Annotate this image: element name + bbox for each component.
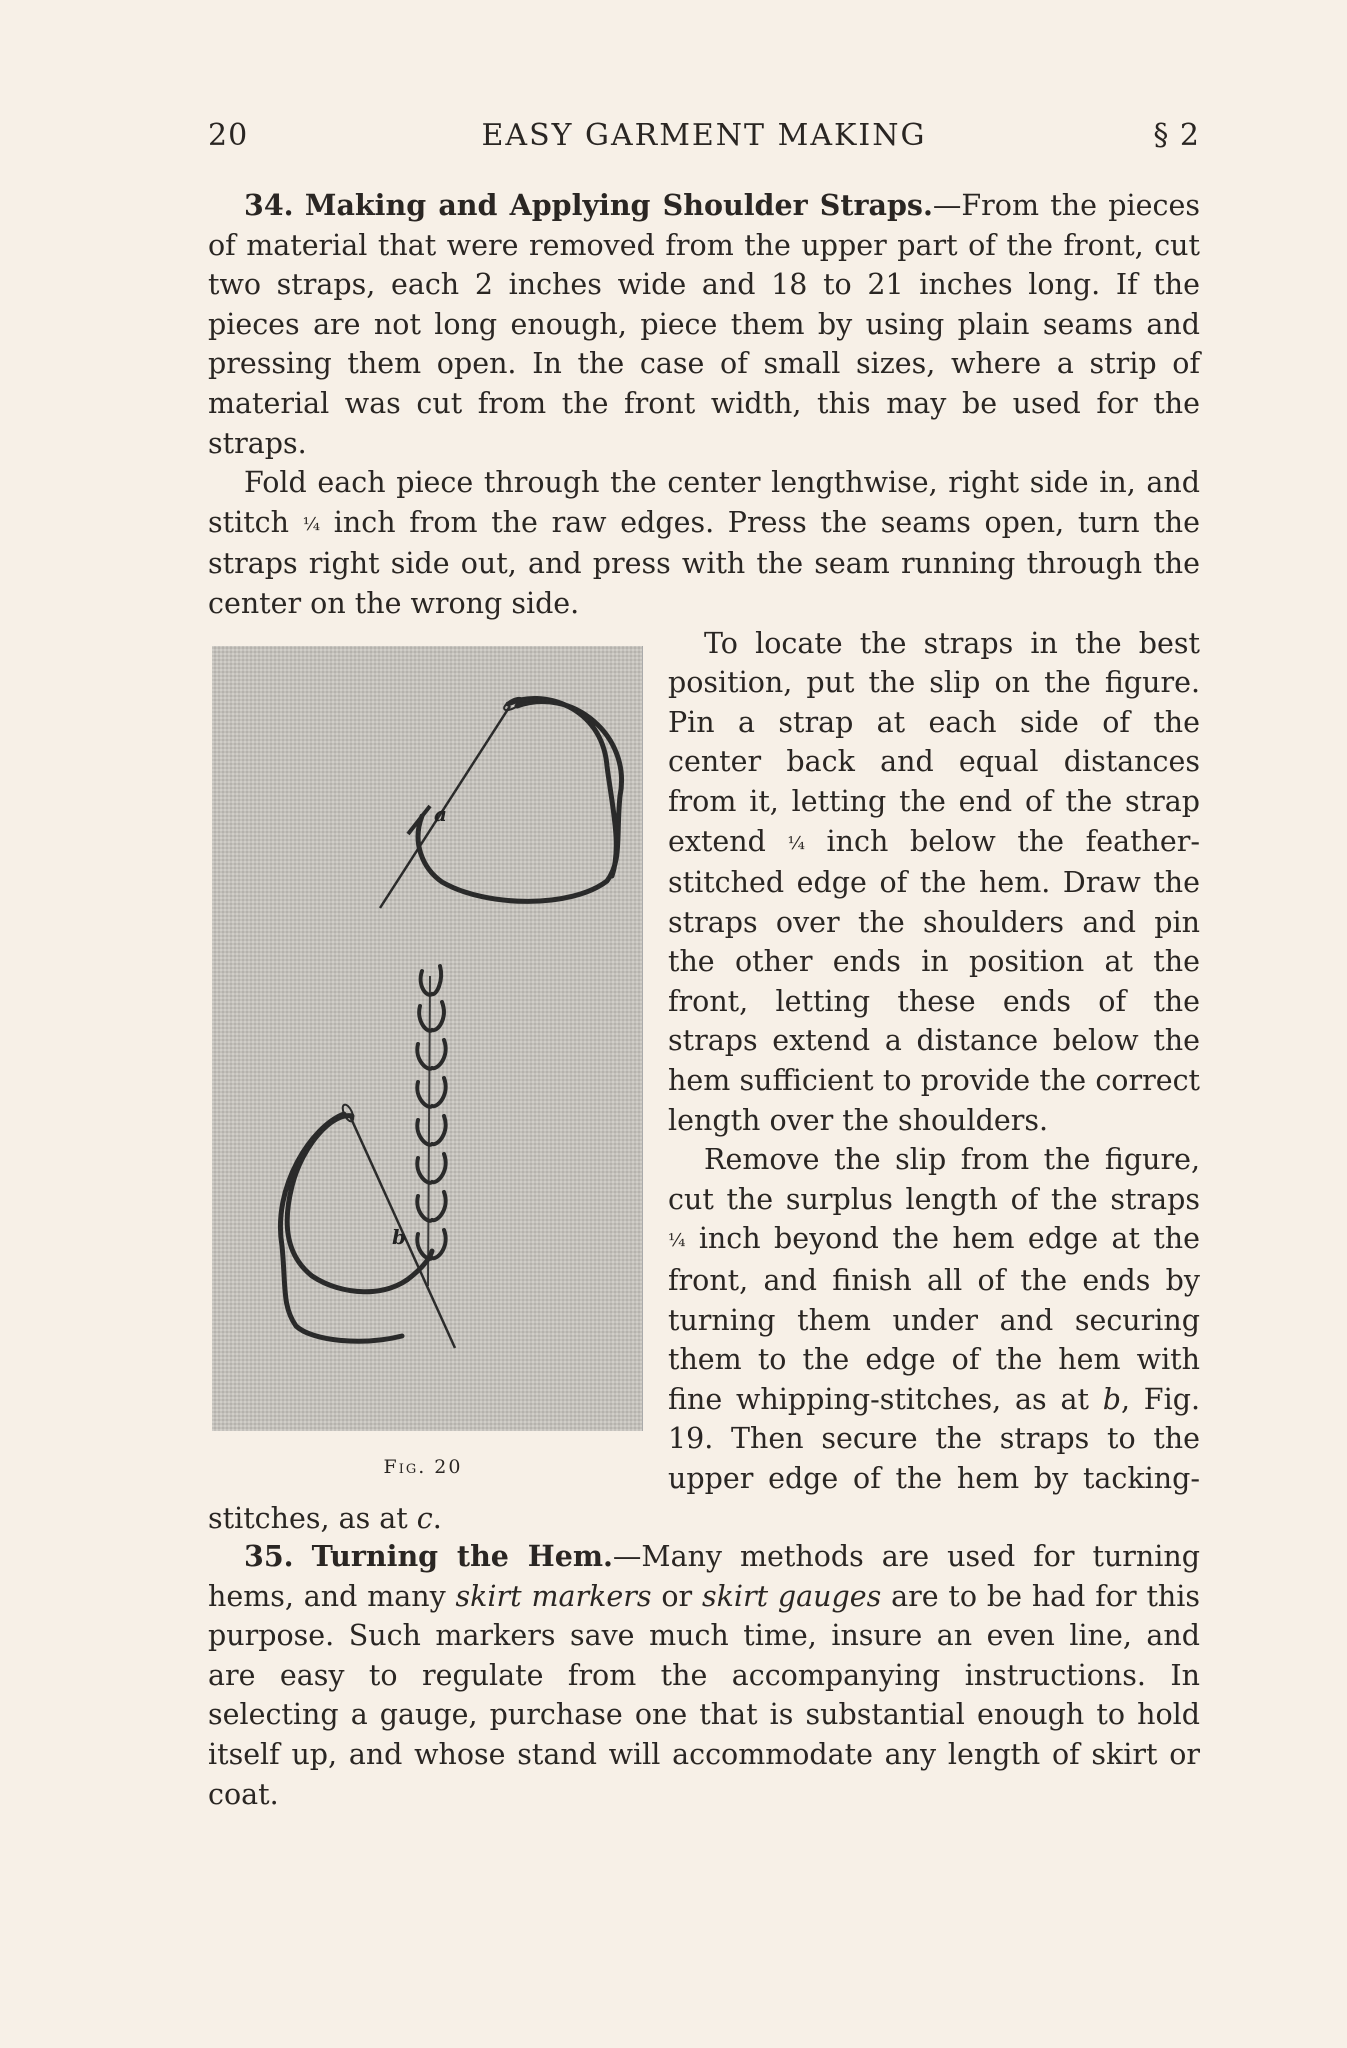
feather-stitch-icon <box>417 966 445 1259</box>
paragraph-text: —From the pieces of material that were removed from the upper part of the front, cut two straps, each 2 inches wide and 18 to 21 inches long. If the pieces are not long enough, piece them by using plain seams and pressing them open. In the case of small sizes, where a strip of material was cut from the front width, this may be used for the straps. <box>208 189 1200 460</box>
paragraph-text: —Many methods are used for turning hems, and many <box>208 1540 1200 1613</box>
section-heading: Making and Applying Shoulder Straps. <box>304 188 933 222</box>
figure-label-b: b <box>392 1224 406 1249</box>
figure-20 <box>208 624 644 1478</box>
fraction: ¼ <box>787 832 805 854</box>
paragraph-2 <box>208 463 1200 623</box>
paragraph-text: or <box>651 1579 702 1613</box>
fraction: ¼ <box>668 1230 686 1252</box>
running-head <box>208 118 1200 158</box>
figure-label-a: a <box>434 801 447 826</box>
paragraph-text: Fold each piece through the center lengthwise, right side in, and stitch <box>208 466 1200 539</box>
paragraph-text: inch below the feather-stitched edge of the hem. Draw the straps over the shoulders and pin the other ends in position at the front, letting these ends of the straps extend a distance below the hem sufficient to provide the correct length over the shoulders. <box>668 824 1200 1137</box>
reference-b: b <box>1102 1382 1121 1416</box>
section-number: 35. <box>244 1539 294 1573</box>
section-number: 34. <box>244 188 294 222</box>
paragraph-text: . <box>432 1501 442 1535</box>
reference-c: c <box>416 1501 433 1535</box>
section-mark: § 2 <box>1153 118 1200 153</box>
paragraph-1 <box>208 186 1200 463</box>
feather-stitch-illustration <box>212 646 643 1431</box>
italic-term: skirt gauges <box>701 1579 882 1613</box>
section-heading: Turning the Hem. <box>311 1539 613 1573</box>
page-number: 20 <box>208 118 249 153</box>
running-title: EASY GARMENT MAKING <box>481 118 927 153</box>
figure-caption: Fig. 20 <box>383 1455 463 1478</box>
paragraph-text: , Fig. 19. Then secure the straps to the upper edge of the hem by tacking-stitches, as at <box>208 1382 1201 1535</box>
thread-loop-icon <box>280 1114 432 1341</box>
paragraph-text: inch beyond the hem edge at the front, and finish all of the ends by turning them under and securing them to the edge of the hem with fine whipping-stitches, as at <box>668 1222 1200 1416</box>
fraction: ¼ <box>302 513 321 535</box>
section-35 <box>208 1537 1200 1814</box>
italic-term: skirt markers <box>455 1579 652 1613</box>
paragraph-text: Remove the slip from the figure, cut the surplus length of the straps <box>668 1143 1200 1216</box>
paragraph-text: To locate the straps in the best position, put the slip on the figure. Pin a strap at each side of the center back and equal distances from it, letting the end of the strap extend <box>668 626 1200 858</box>
paragraph-text: inch from the raw edges. Press the seams open, turn the straps right side out, and press with the seam running through the center on the wrong side. <box>208 505 1200 620</box>
section-34 <box>208 186 1200 1538</box>
paragraph-text: are to be had for this purpose. Such markers save much time, insure an even line, and are easy to regulate from the accompanying instructions. In selecting a gauge, purchase one that is substantial enough to hold itself up, and whose stand will accommodate any length of skirt or coat. <box>208 1579 1200 1811</box>
needle-thread-drawing <box>212 646 642 1431</box>
paragraph-5 <box>208 1537 1200 1814</box>
